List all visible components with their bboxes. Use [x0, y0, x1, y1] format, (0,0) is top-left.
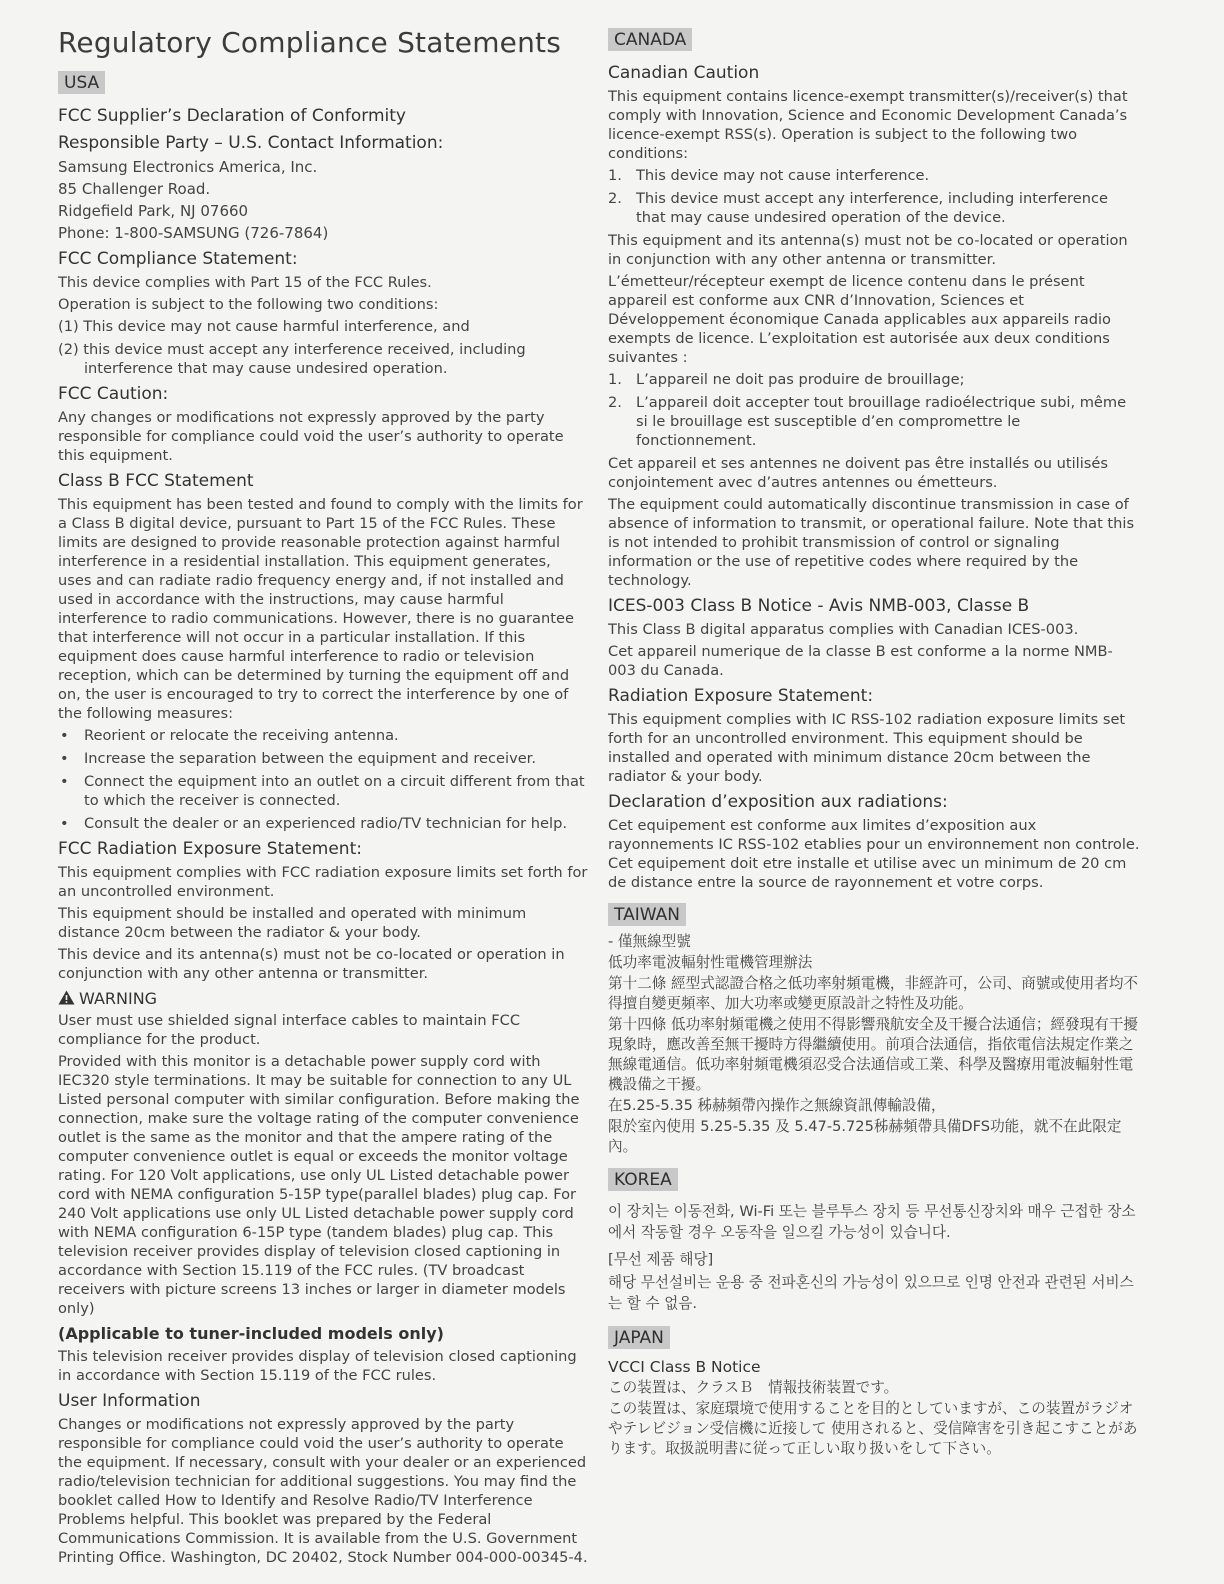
declaration-text: Cet equipement est conforme aux limites d’exposition aux rayonnements IC RSS-102 etablies pour un environnement non controle. Cet equipement doit etre installe et utilise avec un minimum de 20 cm de distance entre la source de rayonnement et votre corps. [608, 817, 1140, 891]
taiwan-line: 在5.25-5.35 秭赫頻帶內操作之無線資訊傳輸設備， [608, 1097, 946, 1114]
warning-heading: WARNING [58, 989, 588, 1008]
bullet-icon: • [60, 773, 69, 790]
measures-list [58, 726, 588, 833]
list-item: (2) this device must accept any interference received, including interference that may cause undesired operation. [58, 341, 526, 377]
vcci-heading: VCCI Class B Notice [608, 1358, 761, 1376]
fcc-radiation-heading: FCC Radiation Exposure Statement: [58, 839, 362, 859]
korea-text: [무선 제품 해당] [608, 1251, 714, 1268]
taiwan-line: - 僅無線型號 [608, 933, 691, 950]
bullet-icon: • [60, 750, 69, 767]
fcc-compliance-heading: FCC Compliance Statement: [58, 249, 298, 269]
fcc-conditions-list [58, 317, 588, 378]
taiwan-line: 第十四條 低功率射頻電機之使用不得影響飛航安全及干擾合法通信；經發現有干擾現象時，應改善至無干擾時方得繼續使用。前項合法通信，指依電信法規定作業之無線電通信。低功率射頻電機須忍受合法通信或工業、科學及醫療用電波輻射性電機設備之干擾。 [608, 1016, 1139, 1093]
compliance-text: This device complies with Part 15 of the FCC Rules. [58, 274, 432, 291]
contact-address [58, 157, 588, 243]
party-heading: Responsible Party – U.S. Contact Information: [58, 133, 444, 153]
list-item: 1. This device may not cause interference. [608, 167, 930, 184]
right-column [608, 26, 1140, 1460]
page-title: Regulatory Compliance Statements [58, 26, 562, 59]
taiwan-line: 第十二條 經型式認證合格之低功率射頻電機，非經許可，公司、商號或使用者均不得擅自變更頻率、加大功率或變更原設計之特性及功能。 [608, 975, 1139, 1012]
classb-heading: Class B FCC Statement [58, 471, 254, 491]
address-line: Ridgefield Park, NJ 07660 [58, 202, 249, 220]
user-info-heading: User Information [58, 1391, 201, 1411]
warning-text: Provided with this monitor is a detachable power supply cord with IEC320 style terminations. It may be suitable for connection to any UL Listed personal computer with similar configuration. Before making the connection, make sure the voltage rating of the computer convenience outlet is the same as the monitor and that the ampere rating of the computer convenience outlet is equal or exceeds the monitor voltage rating. For 120 Volt applications, use only UL Listed detachable power cord with NEMA configuration 5-15P type(parallel blades) plug cap. For 240 Volt applications use only UL Listed detachable power supply cord with NEMA configuration 6-15P type (tandem blades) plug cap. This television receiver provides display of television closed captioning in accordance with Section 15.119 of the FCC rules. (TV broadcast receivers with picture screens 13 inches or larger in diameter models only) [58, 1053, 580, 1317]
korea-text: 해당 무선설비는 운용 중 전파혼신의 가능성이 있으므로 인명 안전과 관련된 서비스는 할 수 없음. [608, 1274, 1134, 1312]
list-item: • Connect the equipment into an outlet on a circuit different from that to which the receiver is connected. [60, 773, 585, 809]
taiwan-line: 限於室內使用 5.25-5.35 及 5.47-5.725秭赫頻帶具備DFS功能，就不在此限定內。 [608, 1118, 1122, 1155]
usa-tag: USA [58, 71, 105, 94]
ices-text: Cet appareil numerique de la classe B est conforme a la norme NMB-003 du Canada. [608, 643, 1113, 679]
tuner-text: This television receiver provides display of television closed captioning in accordance with Section 15.119 of the FCC rules. [58, 1348, 577, 1384]
canada-tag: CANADA [608, 28, 692, 51]
korea-tag: KOREA [608, 1168, 678, 1191]
address-line: Samsung Electronics America, Inc. [58, 158, 318, 176]
ices-text: This Class B digital apparatus complies with Canadian ICES-003. [608, 621, 1079, 638]
fcc-caution-heading: FCC Caution: [58, 384, 169, 404]
canada-caution-text: This equipment contains licence-exempt transmitter(s)/receiver(s) that comply with Innovation, Science and Economic Development Canada’s licence-exempt RSS(s). Operation is subject to the following two conditions: [608, 88, 1128, 162]
warning-triangle-icon [58, 990, 75, 1005]
compliance-text: Operation is subject to the following two conditions: [58, 296, 439, 313]
canadian-caution-heading: Canadian Caution [608, 63, 760, 83]
bullet-icon: • [60, 727, 69, 744]
taiwan-line: 低功率電波輻射性電機管理辦法 [608, 954, 813, 971]
list-item: • Reorient or relocate the receiving antenna. [60, 727, 399, 744]
canada-french-text: L’émetteur/récepteur exempt de licence contenu dans le présent appareil est conforme aux CNR d’Innovation, Sciences et Développement économique Canada applicables aux appareils radio exempts de licence. L’exploitation est autorisée aux deux conditions suivantes : [608, 273, 1111, 366]
list-item: • Consult the dealer or an experienced radio/TV technician for help. [60, 815, 567, 832]
list-item: 2. This device must accept any interference, including interference that may cause undesired operation of the device. [608, 190, 1108, 226]
taiwan-tag: TAIWAN [608, 903, 686, 926]
list-item: 2. L’appareil doit accepter tout brouillage radioélectrique subi, même si le brouillage est susceptible d’en compromettre le fonctionnement. [608, 394, 1127, 449]
ices-heading: ICES-003 Class B Notice - Avis NMB-003, Classe B [608, 596, 1030, 616]
address-line: 85 Challenger Road. [58, 180, 211, 198]
radiation-text: This equipment should be installed and operated with minimum distance 20cm between the radiator & your body. [58, 905, 527, 941]
ic-radiation-heading: Radiation Exposure Statement: [608, 686, 874, 706]
user-info-text: Changes or modifications not expressly approved by the party responsible for compliance could void the user’s authority to operate the equipment. If necessary, consult with your dealer or an experienced radio/television technician for additional suggestions. You may find the booklet called How to Identify and Resolve Radio/TV Interference Problems helpful. This booklet was prepared by the Federal Communications Commission. It is available from the U.S. Government Printing Office. Washington, DC 20402, Stock Number 004-000-00345-4. [58, 1416, 588, 1566]
left-column [58, 26, 588, 1570]
classb-text: This equipment has been tested and found to comply with the limits for a Class B digital device, pursuant to Part 15 of the FCC Rules. These limits are designed to provide reasonable protection against harmful interference in a residential installation. This equipment generates, uses and can radiate radio frequency energy and, if not installed and used in accordance with the instructions, may cause harmful interference to radio communications. However, there is no guarantee that interference will not occur in a particular installation. If this equipment does cause harmful interference to radio or television reception, which can be determined by turning the equipment off and on, the user is encouraged to try to correct the interference by one of the following measures: [58, 496, 583, 722]
canada-conditions-fr [608, 370, 1140, 450]
bullet-icon: • [60, 815, 69, 832]
list-item: 1. L’appareil ne doit pas produire de brouillage; [608, 371, 965, 388]
canada-conditions-en [608, 166, 1140, 227]
japan-text: この装置は、クラスＢ 情報技術装置です。 [608, 1379, 899, 1396]
canada-colocate-text: This equipment and its antenna(s) must not be co-located or operation in conjunction with any other antenna or transmitter. [608, 232, 1128, 268]
caution-text: Any changes or modifications not expressly approved by the party responsible for compliance could void the user’s authority to operate this equipment. [58, 409, 564, 464]
tuner-heading: (Applicable to tuner-included models only) [58, 1324, 444, 1343]
ic-radiation-text: This equipment complies with IC RSS-102 radiation exposure limits set forth for an uncontrolled environment. This equipment should be installed and operated with minimum distance 20cm between the radiator & your body. [608, 711, 1126, 785]
korea-text: 이 장치는 이동전화, Wi-Fi 또는 블루투스 장치 등 무선통신장치와 매우 근접한 장소에서 작동할 경우 오동작을 일으킬 가능성이 있습니다. [608, 1203, 1136, 1241]
radiation-text: This equipment complies with FCC radiation exposure limits set forth for an uncontrolled environment. [58, 864, 588, 900]
declaration-heading: Declaration d’exposition aux radiations: [608, 792, 948, 812]
list-item: (1) This device may not cause harmful interference, and [58, 318, 470, 335]
warning-text: User must use shielded signal interface cables to maintain FCC compliance for the product. [58, 1012, 521, 1048]
list-item: • Increase the separation between the equipment and receiver. [60, 750, 536, 767]
japan-tag: JAPAN [608, 1326, 670, 1349]
japan-text: この装置は、家庭環境で使用することを目的としていますが、この装置がラジオやテレビジョン受信機に近接して 使用されると、受信障害を引き起こすことがあります。取扱説明書に従って正しい取り扱いをして下さい。 [608, 1400, 1138, 1457]
radiation-text: This device and its antenna(s) must not be co-located or operation in conjunction with any other antenna or transmitter. [58, 946, 565, 982]
sdoc-heading: FCC Supplier’s Declaration of Conformity [58, 106, 406, 126]
canada-discontinue-text: The equipment could automatically discontinue transmission in case of absence of information to transmit, or operational failure. Note that this is not intended to prohibit transmission of control or signaling information or the use of repetitive codes where required by the technology. [608, 496, 1135, 589]
address-line: Phone: 1-800-SAMSUNG (726-7864) [58, 224, 329, 242]
canada-french-colocate: Cet appareil et ses antennes ne doivent pas être installés ou utilisés conjointement avec d’autres antennes ou émetteurs. [608, 455, 1108, 491]
